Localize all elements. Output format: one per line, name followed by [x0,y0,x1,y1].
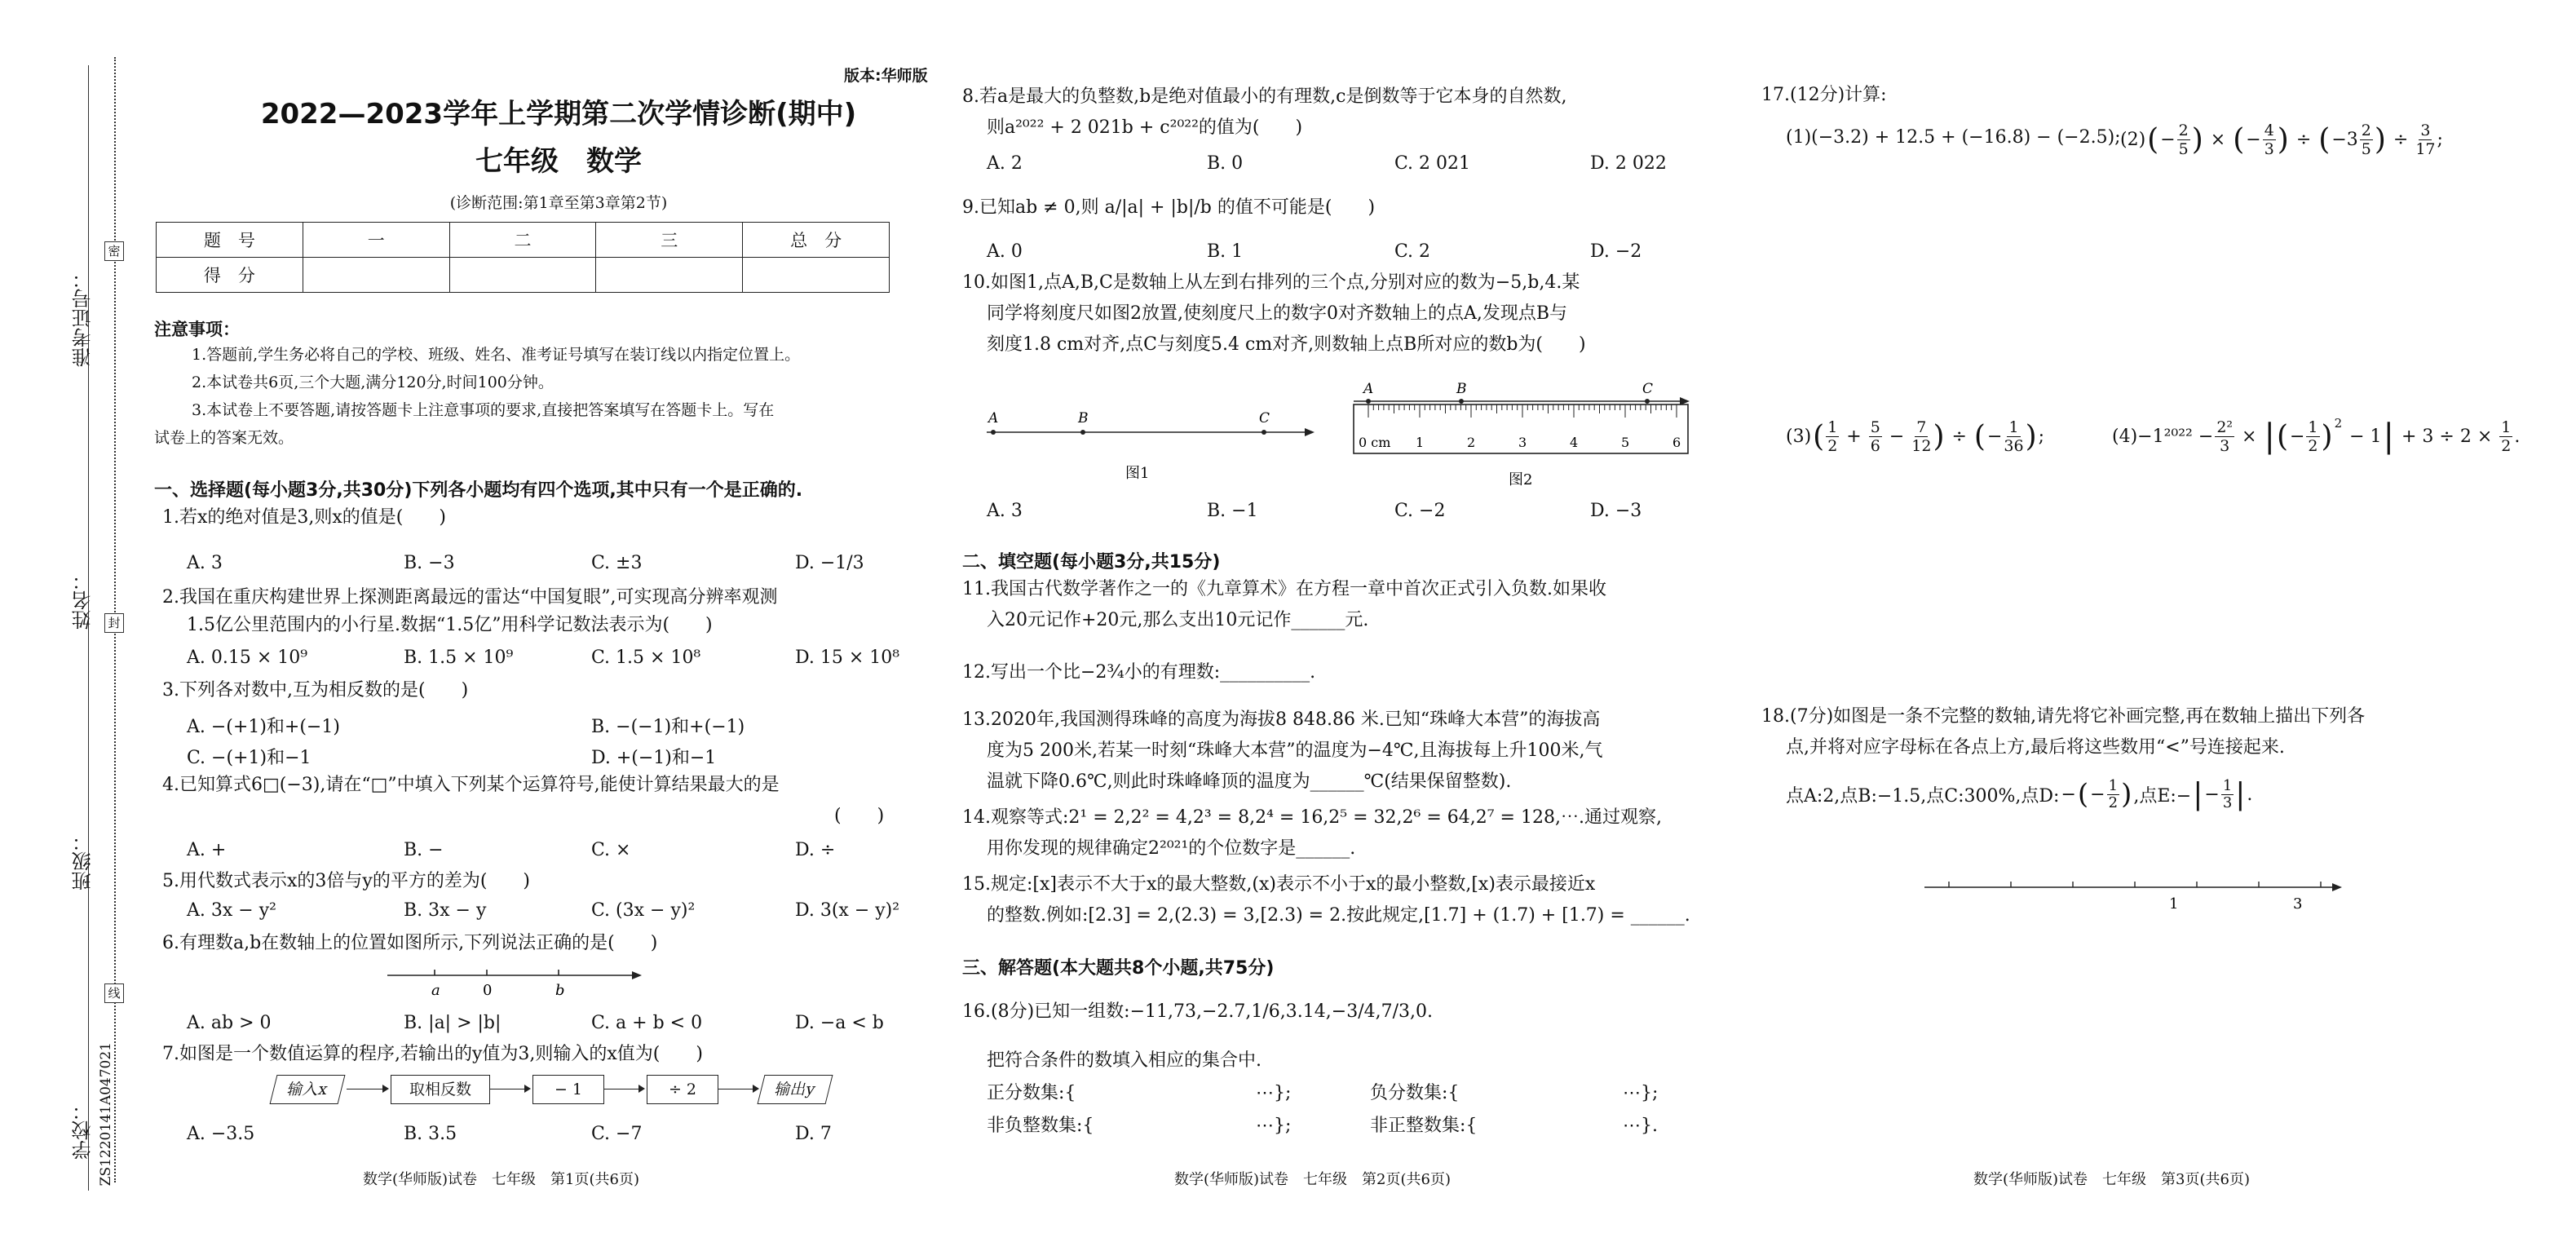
flow-arrow [347,1089,384,1090]
q6-number-line [387,962,648,1003]
label-a: a [431,982,440,999]
q9-option-c: C. 2 [1394,241,1431,262]
score-cell [303,258,449,293]
q4-paren: ( ) [834,806,885,826]
exam-title: 2022—2023学年上学期第二次学情诊断(期中) [260,98,857,130]
binding-strip [0,0,130,1242]
point-c [1261,430,1266,435]
q4-stem: 4.已知算式6□(−3),请在“□”中填入下列某个运算符号,能使计算结果最大的是 [162,775,780,795]
flow-arrowhead [638,1085,645,1093]
q10-stem-line1: 10.如图1,点A,B,C是数轴上从左到右排列的三个点,分别对应的数为−5,b,4.某 [962,272,1580,293]
q8-stem-line1: 8.若a是最大的负整数,b是绝对值最小的有理数,c是倒数等于它本身的自然数, [962,86,1567,107]
q7-option-d: D. 7 [795,1124,832,1144]
q13-line3: 温就下降0.6℃,则此时珠峰峰顶的温度为______℃(结果保留整数). [987,771,1512,792]
fraction: $\frac{1}{36}$ [2004,418,2024,455]
q15-line2: 的整数.例如:[2.3] = 2,(2.3) = 3,[2.3) = 2.按此规定,[1.7] + (1.7) + [1.7) = ______. [987,905,1690,926]
flow-divide-two: ÷ 2 [647,1075,718,1104]
point-a [991,430,996,435]
label-c: C [1259,410,1270,427]
q4-option-a: A. + [187,840,227,860]
ruler-label-6: 6 [1672,435,1681,450]
paren-close: ) [2277,122,2289,157]
q2-stem-line2: 1.5亿公里范围内的小行星.数据“1.5亿”用科学记数法表示为( ) [187,615,713,635]
flow-output: 输出y [758,1075,833,1104]
ruler-label-2: 2 [1467,435,1476,450]
q17-part-2-prefix: (2) [2120,129,2146,150]
paper-code: ZS1220141A047021 [98,1042,114,1187]
flow-arrowhead [382,1085,389,1093]
q18-line1: 18.(7分)如图是一条不完整的数轴,请先将它补画完整,再在数轴上描出下列各 [1761,706,2366,727]
notice-3: 3.本试卷上不要答题,请按答题卡上注意事项的要求,直接把答案填写在答题卡上。写在 [192,401,775,419]
q13-line2: 度为5 200米,若某一时刻“珠峰大本营”的温度为−4℃,且海拔每上升100米,气 [987,740,1603,761]
q16-instruction: 把符合条件的数填入相应的集合中. [987,1050,1261,1071]
ruler-ticks [1368,404,1677,418]
score-header-2: 二 [449,223,596,258]
q8-option-b: B. 0 [1207,153,1244,174]
axis-arrow [632,971,642,979]
abs-bar: | [2264,418,2275,455]
abs-bar: | [2383,418,2395,455]
q8-option-c: C. 2 021 [1394,153,1471,174]
q9-option-d: D. −2 [1590,241,1642,262]
abs-bar: | [2193,777,2203,811]
paren-open: ( [1813,419,1825,453]
paren-open: ( [1973,419,1986,453]
seal-mark-mi: 密 [104,241,124,261]
paren-open: ( [2318,122,2331,157]
paren-open: ( [2147,122,2159,157]
edition-label: 版本:华师版 [844,67,928,85]
axis-ticks [1949,882,2321,887]
q16-set-nonpos-integer: 非正整数集:{ [1370,1116,1478,1136]
q14-line1: 14.观察等式:2¹ = 2,2² = 4,2³ = 8,2⁴ = 16,2⁵ = 32,2⁶ = 64,2⁷ = 128,⋯.通过观察, [962,807,1662,828]
q6-option-a: A. ab > 0 [187,1013,272,1033]
q4-option-c: C. × [591,840,631,860]
q7-option-a: A. −3.5 [187,1124,255,1144]
q18-points-text: 点A:2,点B:−1.5,点C:300%,点D: [1786,785,2060,807]
fraction: $\frac{1}{2}$ [2501,418,2512,455]
q11-line1: 11.我国古代数学著作之一的《九章算术》在方程一章中首次正式引入负数.如果收 [962,579,1606,599]
q18-line2: 点,并将对应字母标在各点上方,最后将这些数用“<”号连接起来. [1786,737,2285,758]
abs-bar: | [2235,777,2246,811]
q3-option-c: C. −(+1)和−1 [187,748,312,768]
page-2 [962,0,1745,1242]
q10-option-b: B. −1 [1207,501,1258,521]
label-3: 3 [2293,895,2303,913]
q13-line1: 13.2020年,我国测得珠峰的高度为海拔8 848.86 米.已知“珠峰大本营”的海拔高 [962,709,1601,730]
flow-arrow [718,1089,754,1090]
page-1-footer: 数学(华师版)试卷 七年级 第1页(共6页) [363,1171,639,1188]
flow-arrowhead [753,1085,759,1093]
q16-set-close: ⋯}. [1623,1116,1658,1136]
name-label: 姓名： [72,571,95,630]
fig2-caption: 图2 [1509,471,1533,488]
q17-part-3-prefix: (3) [1786,426,1812,447]
label-b: B [1456,381,1467,397]
q2-option-b: B. 1.5 × 10⁹ [404,648,514,668]
point-b [1080,430,1085,435]
q9-stem: 9.已知ab ≠ 0,则 a/|a| + |b|/b 的值不可能是( ) [962,197,1376,218]
ruler-label-4: 4 [1570,435,1579,450]
fraction: 1 2 [1827,418,1838,455]
notice-2: 2.本试卷共6页,三个大题,满分120分,时间100分钟。 [192,373,554,391]
flow-arrowhead [524,1085,531,1093]
label-b: b [555,982,565,999]
paren-close: ) [2321,419,2333,453]
q5-stem: 5.用代数式表示x的3倍与y的平方的差为( ) [162,871,530,891]
score-cell [596,258,743,293]
class-label: 班级： [72,832,95,891]
q17-part-2: (2) ( − $\frac{2}{5}$ ) × ( − $\frac{4}{3}$ ) ÷ ( −3 2 5 ) ÷ $\frac{3}{17}$ ; [2120,121,2443,158]
label-0: 0 [483,982,493,999]
paren-close: ) [2191,122,2203,157]
q16-set-close: ⋯}; [1256,1116,1292,1136]
seal-mark-xian: 线 [104,983,124,1003]
q14-line2: 用你发现的规律确定2²⁰²¹的个位数字是______. [987,838,1356,859]
fraction: $\frac{3}{17}$ [2415,121,2436,158]
q2-option-c: C. 1.5 × 10⁸ [591,648,701,668]
point-c [1645,399,1650,404]
paren-open: ( [2276,419,2288,453]
q17-part-4: (4)−1²⁰²² − $\frac{\text{2²}}{3}$ × | ( − $\frac{1}{2}$ ) 2 − 1 | + 3 ÷ 2 × $\frac{1}{2}$ . [2112,416,2521,455]
q17-part-1: (1)(−3.2) + 12.5 + (−16.8) − (−2.5); [1786,127,2121,148]
q8-stem-line2: 则a²⁰²² + 2 021b + c²⁰²²的值为( ) [987,117,1303,138]
q6-option-b: B. |a| > |b| [404,1013,502,1033]
seal-mark-feng: 封 [104,613,124,633]
fraction: $\frac{1}{2}$ [2308,418,2318,455]
paren-open: ( [2077,778,2089,811]
q2-option-d: D. 15 × 10⁸ [795,648,900,668]
q12: 12.写出一个比−2¾小的有理数:__________. [962,662,1316,683]
score-cell [743,258,890,293]
q10-option-d: D. −3 [1590,501,1642,521]
ruler-label-1: 1 [1416,435,1425,450]
q15-line1: 15.规定:[x]表示不大于x的最大整数,(x)表示不小于x的最小整数,[x)表示最接近x [962,874,1596,895]
q5-option-c: C. (3x − y)² [591,900,696,921]
section-2-heading: 二、填空题(每小题3分,共15分) [962,552,1221,572]
q3-stem: 3.下列各对数中,互为相反数的是( ) [162,680,469,701]
fraction: $\frac{2}{5}$ [2178,121,2189,158]
flow-minus-one: − 1 [532,1075,604,1104]
fraction: $\frac{1}{3}$ [2222,776,2233,811]
q8-option-d: D. 2 022 [1590,153,1667,174]
q3-option-a: A. −(+1)和+(−1) [187,717,340,737]
paren-close: ) [2121,778,2132,811]
q1-stem: 1.若x的绝对值是3,则x的值是( ) [162,507,446,528]
q5-option-d: D. 3(x − y)² [795,900,900,921]
flow-input: 输入x [270,1075,346,1104]
page-1 [151,0,966,1242]
q18-points: 点A:2,点B:−1.5,点C:300%,点D: − ( − $\frac{1}{2}$ ) ,点E:− | − $\frac{1}{3}$ | . [1786,776,2253,811]
section-1-heading: 一、选择题(每小题3分,共30分)下列各小题均有四个选项,其中只有一个是正确的. [154,480,803,501]
q1-option-b: B. −3 [404,553,455,573]
label-c: C [1642,381,1654,397]
score-row-label: 得 分 [157,258,303,293]
q10-option-a: A. 3 [987,501,1023,521]
flow-arrow [604,1089,640,1090]
fig1-caption: 图1 [1125,465,1150,482]
q16-set-positive-fraction: 正分数集:{ [987,1083,1076,1103]
label-b: B [1078,410,1089,427]
page-3 [1761,0,2561,1242]
notice-4: 试卷上的答案无效。 [154,429,294,447]
fraction: $\frac{1}{2}$ [2108,776,2119,811]
q1-option-c: C. ±3 [591,553,643,573]
q16-stem: 16.(8分)已知一组数:−11,73,−2.7,1/6,3.14,−3/4,7/3,0. [962,1001,1433,1022]
notice-1: 1.答题前,学生务必将自己的学校、班级、姓名、准考证号填写在装订线以内指定位置上。 [192,346,801,364]
q17-stem: 17.(12分)计算: [1761,85,1887,105]
q8-option-a: A. 2 [987,153,1023,174]
q6-option-d: D. −a < b [795,1013,884,1033]
q3-option-b: B. −(−1)和+(−1) [591,717,745,737]
flow-arrow [490,1089,526,1090]
label-1: 1 [2169,895,2179,913]
q3-option-d: D. +(−1)和−1 [591,748,717,768]
q16-set-close: ⋯}; [1623,1083,1659,1103]
fraction: 2 5 [2361,121,2371,158]
q10-figure-1 [979,404,1321,486]
label-a: A [988,410,999,427]
exam-scope: (诊断范围:第1章至第3章第2节) [449,194,668,212]
q10-stem-line3: 刻度1.8 cm对齐,点C与刻度5.4 cm对齐,则数轴上点B所对应的数b为( ) [987,334,1586,355]
q7-flowchart [273,1075,844,1107]
axis-arrow [2332,883,2342,891]
paren-open: ( [2233,122,2245,157]
q1-option-a: A. 3 [187,553,223,573]
ruler-label-5: 5 [1621,435,1630,450]
q2-stem-line1: 2.我国在重庆构建世界上探测距离最远的雷达“中国复眼”,可实现高分辨率观测 [162,587,778,608]
score-table [156,222,890,293]
q7-option-b: B. 3.5 [404,1124,457,1144]
label-a: A [1363,381,1374,397]
point-a [1366,399,1371,404]
paren-close: ) [1933,419,1945,453]
q4-option-b: B. − [404,840,444,860]
flow-negate: 取相反数 [391,1075,490,1104]
q10-stem-line2: 同学将刻度尺如图2放置,使刻度尺上的数字0对齐数轴上的点A,发现点B与 [987,303,1568,324]
q17-part-3: (3) ( 1 2 + $\frac{5}{6}$ − $\frac{7}{12}$ ) ÷ ( − $\frac{1}{36}$ ) ; [1786,418,2045,455]
q6-stem: 6.有理数a,b在数轴上的位置如图所示,下列说法正确的是( ) [162,933,658,953]
page-3-footer: 数学(华师版)试卷 七年级 第3页(共6页) [1973,1171,2250,1188]
q16-set-close: ⋯}; [1256,1083,1292,1103]
q10-figure-2 [1345,377,1704,491]
exam-number-label: 准考证号： [72,269,95,367]
notice-title: 注意事项： [154,320,240,339]
q6-option-c: C. a + b < 0 [591,1013,703,1033]
q7-option-c: C. −7 [591,1124,643,1144]
fraction: $\frac{\text{2²}}{3}$ [2216,418,2234,455]
q7-stem: 7.如图是一个数值运算的程序,若输出的y值为3,则输入的x值为( ) [162,1044,703,1064]
score-header-total: 总 分 [743,223,890,258]
school-label: 学校： [72,1101,95,1160]
score-header-1: 一 [303,223,449,258]
section-3-heading: 三、解答题(本大题共8个小题,共75分) [962,958,1275,979]
q11-line2: 入20元记作+20元,那么支出10元记作______元. [987,610,1369,630]
exam-subtitle: 七年级 数学 [475,145,642,178]
axis-arrow [1305,428,1315,436]
q4-option-d: D. ÷ [795,840,836,860]
fraction: $\frac{4}{3}$ [2264,121,2274,158]
q9-option-b: B. 1 [1207,241,1244,262]
q18-incomplete-number-line [1924,874,2348,923]
q9-option-a: A. 0 [987,241,1023,262]
q17-part-4-prefix: (4)−1²⁰²² − [2112,426,2214,447]
ruler-label-0: 0 cm [1359,435,1391,450]
score-header-item: 题 号 [157,223,303,258]
paren-close: ) [2025,419,2037,453]
fraction: $\frac{7}{12}$ [1911,418,1932,455]
score-cell [449,258,596,293]
score-header-3: 三 [596,223,743,258]
point-b [1459,399,1464,404]
q10-option-c: C. −2 [1394,501,1446,521]
ruler-label-3: 3 [1518,435,1527,450]
fraction: $\frac{5}{6}$ [1870,418,1880,455]
q16-set-negative-fraction: 负分数集:{ [1370,1083,1460,1103]
q5-option-a: A. 3x − y² [187,900,276,921]
page-2-footer: 数学(华师版)试卷 七年级 第2页(共6页) [1174,1171,1451,1188]
q2-option-a: A. 0.15 × 10⁹ [187,648,308,668]
paren-close: ) [2374,122,2386,157]
q16-set-nonneg-integer: 非负整数集:{ [987,1116,1094,1136]
q1-option-d: D. −1/3 [795,553,864,573]
q5-option-b: B. 3x − y [404,900,487,921]
